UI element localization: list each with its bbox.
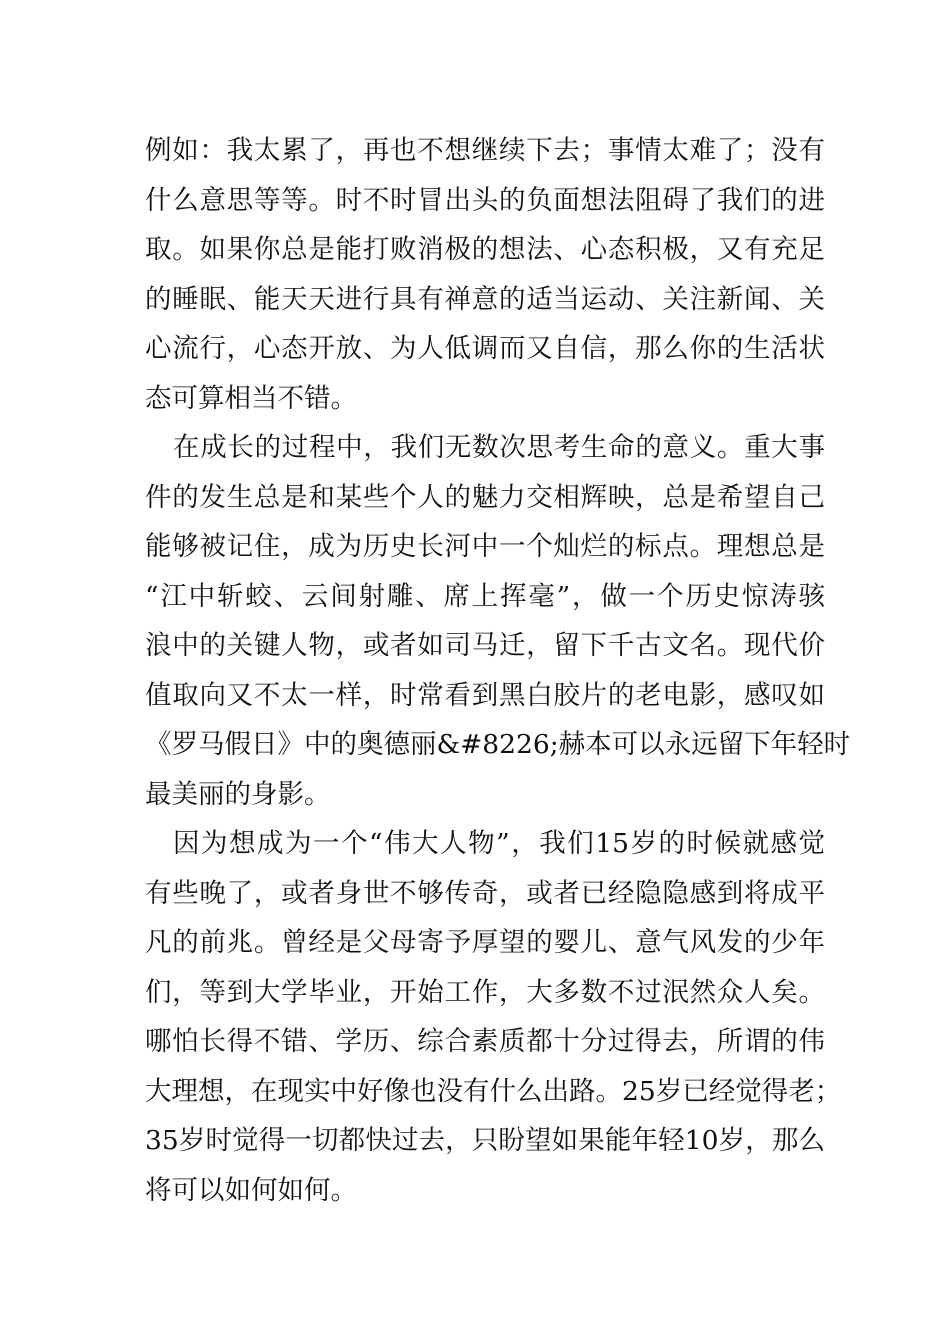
text-line: 什么意思等等。时不时冒出头的负面想法阻碍了我们的进 (145, 184, 825, 216)
text-line: 能够被记住，成为历史长河中一个灿烂的标点。理想总是 (145, 531, 825, 562)
paragraph-1 (145, 126, 825, 423)
paragraph-2 (145, 423, 851, 819)
text-line: 心流行，心态开放、为人低调而又自信，那么你的生活状 (145, 333, 825, 364)
text-line: 取。如果你总是能打败消极的想法、心态积极，又有充足 (145, 234, 825, 265)
text-line: 件的发生总是和某些个人的魅力交相辉映，总是希望自己 (145, 481, 825, 513)
text-line: 哪怕长得不错、学历、综合素质都十分过得去，所谓的伟 (145, 1026, 825, 1057)
text-line: “江中斩蛟、云间射雕、席上挥毫”，做一个历史惊涛骇 (145, 580, 825, 612)
text-line: 例如：我太累了，再也不想继续下去；事情太难了；没有 (145, 135, 825, 166)
text-line: 大理想，在现实中好像也没有什么出路。25岁已经觉得老； (145, 1075, 842, 1107)
text-line: 将可以如何如何。 (145, 1174, 357, 1206)
text-line: 因为想成为一个“伟大人物”，我们15岁的时候就感觉 (173, 828, 825, 859)
text-line: 们，等到大学毕业，开始工作，大多数不过泯然众人矣。 (145, 976, 825, 1008)
text-line: 《罗马假日》中的奥德丽&#8226;赫本可以永远留下年轻时 (145, 729, 851, 760)
paragraph-3 (145, 819, 842, 1215)
document-body (145, 126, 851, 1215)
text-line: 浪中的关键人物，或者如司马迁，留下千古文名。现代价 (145, 630, 825, 661)
text-line: 有些晚了，或者身世不够传奇，或者已经隐隐感到将成平 (145, 877, 825, 909)
text-line: 值取向又不太一样，时常看到黑白胶片的老电影，感叹如 (145, 679, 825, 711)
text-line: 态可算相当不错。 (145, 382, 357, 414)
text-line: 35岁时觉得一切都快过去，只盼望如果能年轻10岁，那么 (145, 1125, 825, 1156)
text-line: 凡的前兆。曾经是父母寄予厚望的婴儿、意气风发的少年 (145, 927, 825, 958)
text-line: 在成长的过程中，我们无数次思考生命的意义。重大事 (173, 432, 825, 463)
text-line: 的睡眠、能天天进行具有禅意的适当运动、关注新闻、关 (145, 283, 825, 315)
text-line: 最美丽的身影。 (145, 778, 331, 810)
